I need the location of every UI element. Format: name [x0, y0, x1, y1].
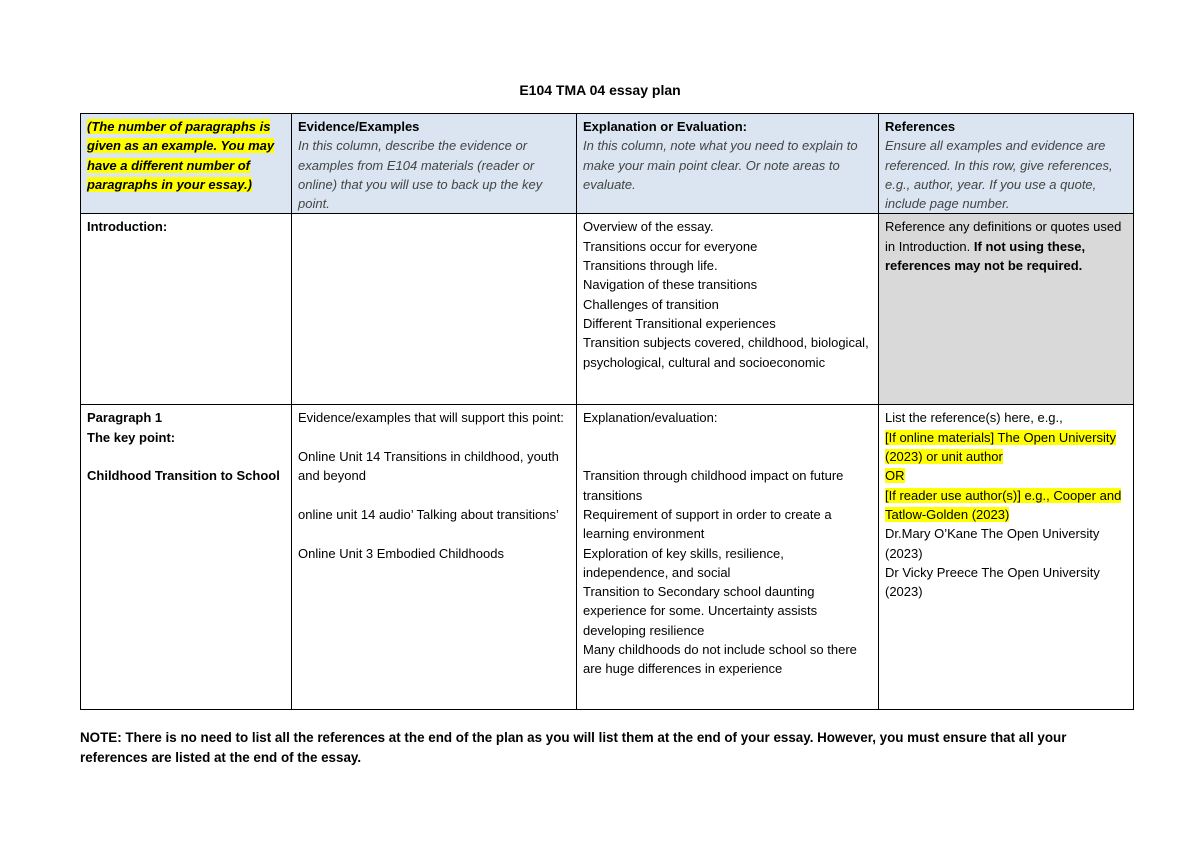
introduction-row: [81, 214, 1134, 405]
highlighted-reference-online: [If online materials] The Open University (2023) or unit author: [885, 429, 1116, 465]
para1-explanation-item: Transition to Secondary school daunting experience for some. Uncertainty assists developing resilience: [583, 584, 818, 638]
para1-references-cell: [879, 405, 1134, 710]
evidence-heading: Evidence/Examples: [298, 119, 420, 134]
intro-explanation-line: Navigation of these transitions: [583, 277, 758, 293]
para1-explanation-item: Exploration of key skills, resilience, independence, and social: [583, 545, 784, 580]
intro-explanation-line: Different Transitional experiences: [583, 315, 776, 331]
para1-reference-item: Dr Vicky Preece The Open University (2023): [885, 564, 1100, 600]
intro-explanation-line: Transitions through life.: [583, 258, 718, 274]
highlighted-reference-or: OR: [885, 468, 905, 484]
essay-plan-table: [80, 113, 1134, 710]
para1-label-cell: [81, 405, 292, 710]
header-cell-evidence: [292, 114, 577, 214]
highlighted-reference-reader: [If reader use author(s)] e.g., Cooper and Tatlow-Golden (2023): [885, 487, 1122, 522]
para1-evidence-item: Online Unit 14 Transitions in childhood, youth and beyond: [298, 449, 559, 484]
header-cell-explanation: [577, 114, 879, 214]
para1-key-point-label: The key point:: [87, 429, 176, 445]
intro-references-cell: [879, 214, 1134, 405]
intro-explanation-line: Overview of the essay.: [583, 219, 714, 235]
para1-evidence-cell: [292, 405, 577, 710]
para1-reference-item: Dr.Mary O’Kane The Open University (2023): [885, 526, 1100, 561]
intro-label: Introduction:: [87, 219, 168, 235]
intro-explanation-line: Challenges of transition: [583, 296, 719, 312]
paragraph-1-row: [81, 405, 1134, 710]
para1-label: Paragraph 1: [87, 410, 163, 426]
references-description: Ensure all examples and evidence are referenced. In this row, give references, e.g., author, year. If you use a quote, include page number.: [885, 138, 1113, 212]
paragraph-count-note: (The number of paragraphs is given as an example. You may have a different number of paragraphs in your essay.): [87, 119, 275, 192]
document-title: E104 TMA 04 essay plan: [519, 82, 681, 98]
intro-references-text: Reference any definitions or quotes used in Introduction.: [885, 219, 1122, 254]
para1-explanation-item: Transition through childhood impact on future transitions: [583, 468, 844, 503]
header-cell-references: [879, 114, 1134, 214]
references-note: NOTE: There is no need to list all the references at the end of the plan as you will list them at the end of your essay. However, you must ensure that all your references are listed at the end of the essay.: [80, 730, 1067, 765]
intro-references-bold-text: If not using these, references may not be required.: [885, 238, 1086, 274]
header-row: [81, 114, 1134, 214]
intro-explanation-cell: [577, 214, 879, 405]
para1-references-intro: List the reference(s) here, e.g.,: [885, 410, 1063, 426]
header-cell-paragraphs: [81, 114, 292, 214]
references-heading: References: [885, 119, 956, 134]
para1-key-point: Childhood Transition to School: [87, 468, 280, 484]
para1-evidence-intro: Evidence/examples that will support this point:: [298, 410, 564, 426]
intro-evidence-cell: [292, 214, 577, 405]
para1-explanation-item: Requirement of support in order to create a learning environment: [583, 506, 832, 542]
intro-explanation-line: Transitions occur for everyone: [583, 238, 758, 254]
para1-explanation-cell: [577, 405, 879, 710]
para1-evidence-item: Online Unit 3 Embodied Childhoods: [298, 545, 504, 561]
explanation-description: In this column, note what you need to explain to make your main point clear. Or note areas to evaluate.: [583, 138, 858, 192]
para1-evidence-item: online unit 14 audio’ Talking about transitions’: [298, 506, 559, 522]
evidence-description: In this column, describe the evidence or examples from E104 materials (reader or online) that you will use to back up the key point.: [298, 138, 543, 212]
intro-explanation-line: Transition subjects covered, childhood, biological, psychological, cultural and socioeconomic: [583, 335, 869, 370]
para1-explanation-intro: Explanation/evaluation:: [583, 410, 718, 426]
explanation-heading: Explanation or Evaluation:: [583, 119, 747, 134]
intro-label-cell: [81, 214, 292, 405]
para1-explanation-item: Many childhoods do not include school so there are huge differences in experience: [583, 642, 857, 677]
